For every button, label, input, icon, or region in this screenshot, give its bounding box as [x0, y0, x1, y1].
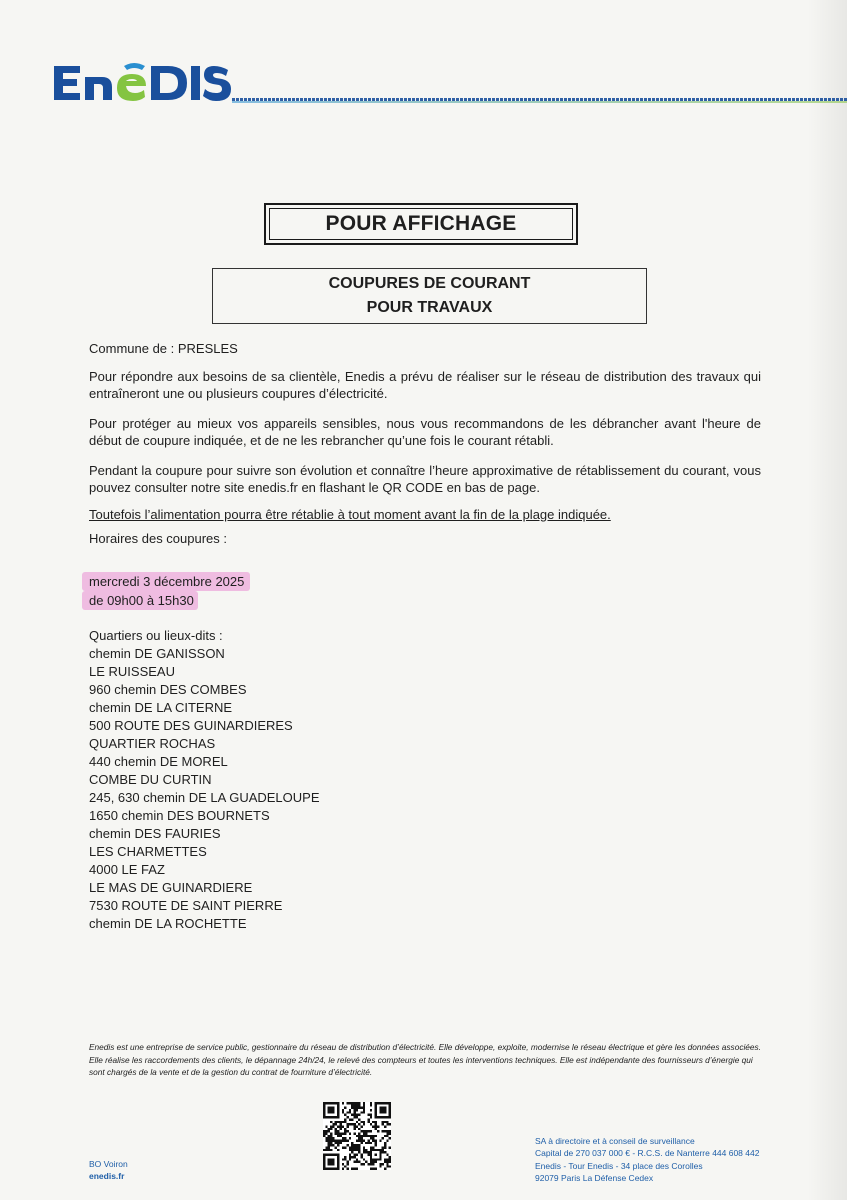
coupures-title-line2: POUR TRAVAUX — [366, 299, 493, 316]
list-item: 440 chemin DE MOREL — [89, 754, 228, 769]
logo-rule-gradient — [232, 101, 847, 103]
list-item: LES CHARMETTES — [89, 844, 207, 859]
legal-notice: Enedis est une entreprise de service public, gestionnaire du réseau de distribution d’électricité. Elle développe, exploite, modernise le réseau électrique et gère les données associées. Elle réalise les raccordements des clients, le dépannage 24h/24, le relevé des compteurs et toutes les interventions techniques. Elle est indépendante des fournisseurs d’énergie qui sont chargés de la vente et de la gestion du contrat de fourniture d’électricité. — [89, 1042, 761, 1077]
qr-code[interactable] — [323, 1102, 391, 1170]
list-item: 245, 630 chemin DE LA GUADELOUPE — [89, 790, 320, 805]
company-line: Capital de 270 037 000 € - R.C.S. de Nanterre 444 608 442 — [535, 1148, 760, 1159]
list-item: chemin DE GANISSON — [89, 646, 225, 661]
paragraph-intro: Pour répondre aux besoins de sa clientèle, Enedis a prévu de réaliser sur le réseau de distribution des travaux qui entraîneront une ou plusieurs coupures d’électricité. — [89, 368, 761, 401]
company-line: SA à directoire et à conseil de surveillance — [535, 1136, 695, 1146]
website-link[interactable]: enedis.fr — [89, 1171, 125, 1181]
office-block — [89, 1158, 128, 1182]
company-info — [535, 1135, 759, 1185]
pour-affichage-box — [264, 203, 578, 245]
enedis-logo — [50, 60, 232, 106]
list-item: chemin DE LA CITERNE — [89, 700, 233, 715]
list-item: chemin DE LA ROCHETTE — [89, 916, 247, 931]
pour-affichage-title: POUR AFFICHAGE — [269, 208, 573, 240]
horaires-label: Horaires des coupures : — [89, 531, 228, 546]
page-edge-shadow — [807, 0, 847, 1200]
list-item: 960 chemin DES COMBES — [89, 682, 247, 697]
commune-line: Commune de : PRESLES — [89, 341, 238, 356]
list-item: 4000 LE FAZ — [89, 862, 165, 877]
list-item: QUARTIER ROCHAS — [89, 736, 216, 751]
list-item: COMBE DU CURTIN — [89, 772, 212, 787]
paragraph-restore-warning: Toutefois l’alimentation pourra être rétablie à tout moment avant la fin de la plage indiquée. — [89, 506, 611, 522]
list-item: 500 ROUTE DES GUINARDIERES — [89, 718, 293, 733]
list-item: LE MAS DE GUINARDIERE — [89, 880, 253, 895]
paragraph-protect: Pour protéger au mieux vos appareils sensibles, nous vous recommandons de les débrancher avant l'heure de début de coupure indiquée, et de ne les rebrancher qu’une fois le courant rétabli. — [89, 415, 761, 448]
list-item: 7530 ROUTE DE SAINT PIERRE — [89, 898, 283, 913]
coupures-title-line1: COUPURES DE COURANT — [328, 275, 531, 292]
notice-body — [89, 340, 761, 548]
office-name: BO Voiron — [89, 1159, 128, 1169]
paragraph-follow: Pendant la coupure pour suivre son évolution et connaître l’heure approximative de rétablissement du courant, vous pouvez consulter notre site enedis.fr en flashant le QR CODE en bas de page. — [89, 462, 761, 495]
places-label: Quartiers ou lieux-dits : — [89, 628, 223, 643]
schedule-block — [82, 572, 250, 610]
outage-date: mercredi 3 décembre 2025 — [82, 572, 250, 591]
coupures-title-box — [212, 268, 647, 324]
company-line: 92079 Paris La Défense Cedex — [535, 1173, 654, 1184]
list-item: 1650 chemin DES BOURNETS — [89, 808, 270, 823]
list-item: LE RUISSEAU — [89, 664, 175, 679]
outage-time: de 09h00 à 15h30 — [82, 591, 198, 610]
places-list — [89, 627, 320, 933]
list-item: chemin DES FAURIES — [89, 826, 221, 841]
company-line: Enedis - Tour Enedis - 34 place des Corolles — [535, 1160, 703, 1171]
